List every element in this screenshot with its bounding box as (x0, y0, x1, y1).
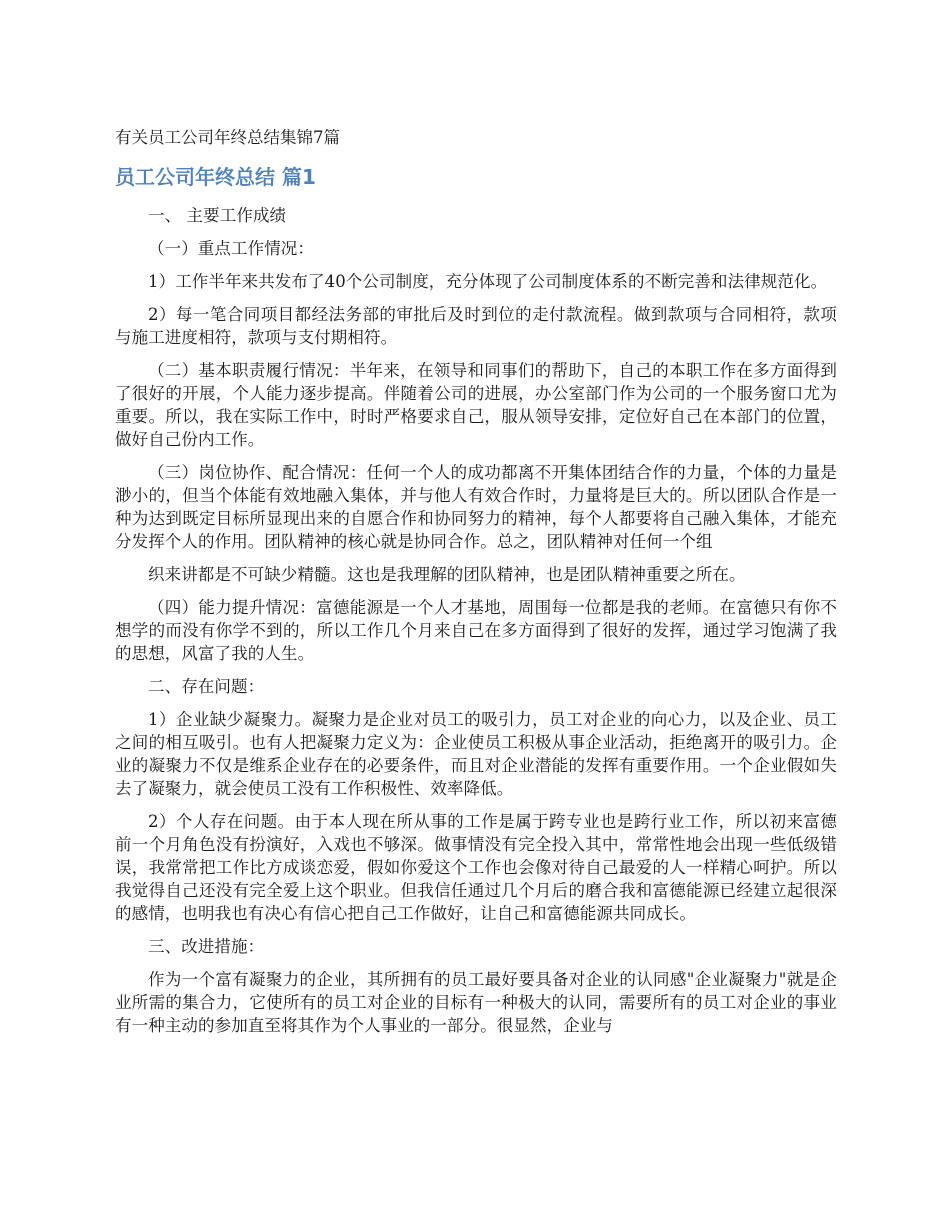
document-title: 有关员工公司年终总结集锦7篇 (115, 128, 340, 147)
paragraph: 织来讲都是不可缺少精髓。这也是我理解的团队精神，也是团队精神重要之所在。 (148, 565, 746, 584)
heading-main-achievements: 一、 主要工作成绩 (148, 206, 287, 225)
heading-existing-problems: 二、存在问题： (148, 677, 265, 696)
paragraph: （二）基本职责履行情况：半年来，在领导和同事们的帮助下，自己的本职工作在多方面得到了很好的开展，个人能力逐步提高。伴随着公司的进展，办公室部门作为公司的一个服务窗口尤为重要。所以，我在实际工作中，时时严格要求自己，服从领导安排，定位好自己在本部门的位置，做好自己份内工作。 (115, 361, 837, 449)
heading-improvement-measures: 三、改进措施： (148, 937, 265, 956)
document-page (115, 124, 837, 1047)
paragraph: （四）能力提升情况：富德能源是一个人才基地，周围每一位都是我的老师。在富德只有你不想学的而没有你学不到的，所以工作几个月来自己在多方面得到了很好的发挥，通过学习饱满了我的思想，风富了我的人生。 (115, 598, 837, 663)
paragraph: （三）岗位协作、配合情况：任何一个人的成功都离不开集体团结合作的力量，个体的力量是渺小的，但当个体能有效地融入集体，并与他人有效合作时，力量将是巨大的。所以团队合作是一种为达到既定目标所显现出来的自愿合作和协同努力的精神，每个人都要将自己融入集体，才能充分发挥个人的作用。团队精神的核心就是协同合作。总之，团队精神对任何一个组 (115, 463, 837, 551)
paragraph: 作为一个富有凝聚力的企业，其所拥有的员工最好要具备对企业的认同感"企业凝聚力"就是企业所需的集合力，它使所有的员工对企业的目标有一种极大的认同，需要所有的员工对企业的事业有一种主动的参加直至将其作为个人事业的一部分。很显然，企业与 (115, 970, 837, 1035)
paragraph: 2）个人存在问题。由于本人现在所从事的工作是属于跨专业也是跨行业工作，所以初来富德前一个月角色没有扮演好，入戏也不够深。做事情没有完全投入其中，常常性地会出现一些低级错误，我常常把工作比方成谈恋爱，假如你爱这个工作也会像对待自己最爱的人一样精心呵护。所以我觉得自己还没有完全爱上这个职业。但我信任通过几个月后的磨合我和富德能源已经建立起很深的感情，也明我也有决心有信心把自己工作做好，让自己和富德能源共同成长。 (115, 812, 837, 923)
paragraph: 1）工作半年来共发布了40个公司制度，充分体现了公司制度体系的不断完善和法律规范化。 (148, 272, 828, 291)
paragraph: 2）每一笔合同项目都经法务部的审批后及时到位的走付款流程。做到款项与合同相符，款项与施工进度相符，款项与支付期相符。 (115, 305, 837, 347)
paragraph: 1）企业缺少凝聚力。凝聚力是企业对员工的吸引力，员工对企业的向心力，以及企业、员工之间的相互吸引。也有人把凝聚力定义为：企业使员工积极从事企业活动，拒绝离开的吸引力。企业的凝聚力不仅是维系企业存在的必要条件，而且对企业潜能的发挥有重要作用。一个企业假如失去了凝聚力，就会使员工没有工作积极性、效率降低。 (115, 710, 837, 798)
subheading-key-work: （一）重点工作情况： (148, 239, 314, 258)
section-heading: 员工公司年终总结 篇1 (115, 165, 316, 189)
